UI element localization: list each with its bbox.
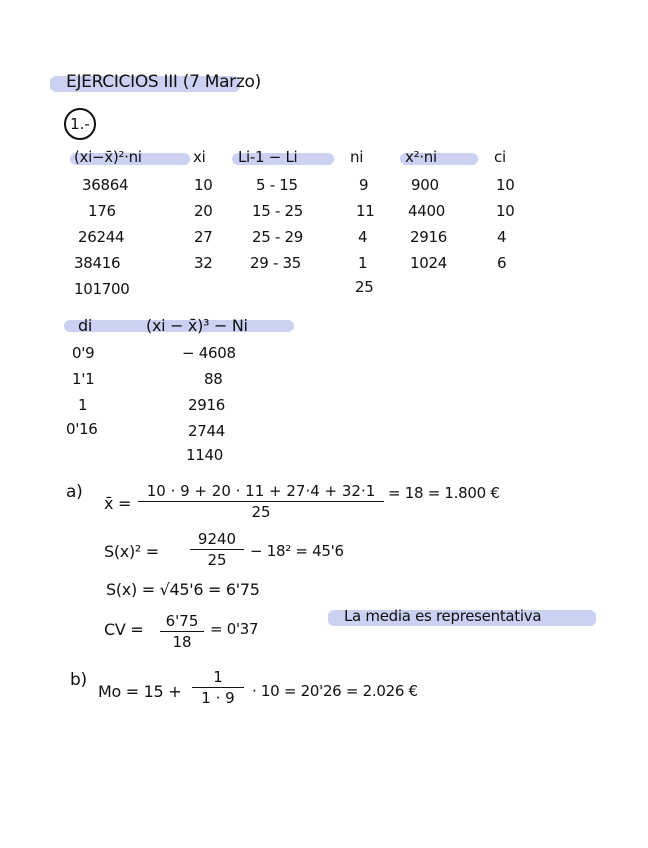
t2-header-di: di xyxy=(78,316,93,335)
t1-cell: 900 xyxy=(411,176,439,194)
t1-cell: 9 xyxy=(359,176,369,194)
variance-rest: − 18² = 45'6 xyxy=(250,542,344,560)
mode-denominator: 1 · 9 xyxy=(201,689,235,707)
t1-cell: 25 - 29 xyxy=(252,228,304,246)
t1-cell: 176 xyxy=(88,202,116,220)
t2-cell: 1 xyxy=(78,396,88,414)
t1-cell: 27 xyxy=(194,228,213,246)
t1-cell: 36864 xyxy=(82,176,129,194)
t1-cell: 4400 xyxy=(408,202,445,220)
t1-cell: 29 - 35 xyxy=(250,254,302,272)
exercise-number: 1.- xyxy=(64,108,96,140)
t2-cell: 1'1 xyxy=(72,370,95,388)
t2-cell: 2916 xyxy=(188,396,225,414)
mean-lhs: x̄ = xyxy=(104,494,132,513)
t2-cell: − 4608 xyxy=(182,344,236,362)
mode-fraction xyxy=(192,668,244,707)
t1-header-x2ni: x²·ni xyxy=(405,148,437,166)
page-title: EJERCICIOS III (7 Marzo) xyxy=(66,72,261,92)
variance-lhs: S(x)² = xyxy=(104,542,159,561)
t1-cell: 4 xyxy=(497,228,507,246)
t1-header-ni: ni xyxy=(350,148,364,166)
mean-result: = 18 = 1.800 € xyxy=(388,484,500,502)
t1-cell: 1 xyxy=(358,254,368,272)
mode-numerator: 1 xyxy=(192,668,244,688)
cv-fraction xyxy=(160,612,204,651)
t1-cell: 1024 xyxy=(410,254,447,272)
t1-total-sq-dev: 101700 xyxy=(74,280,130,298)
t1-cell: 10 xyxy=(496,176,515,194)
t1-cell: 10 xyxy=(496,202,515,220)
t1-cell: 32 xyxy=(194,254,213,272)
t1-cell: 20 xyxy=(194,202,213,220)
variance-fraction xyxy=(190,530,244,569)
std-dev-line: S(x) = √45'6 = 6'75 xyxy=(106,580,260,599)
t2-cell: 0'16 xyxy=(66,420,98,438)
t1-cell: 15 - 25 xyxy=(252,202,304,220)
mode-lhs: Mo = 15 + xyxy=(98,682,182,701)
t1-cell: 26244 xyxy=(78,228,125,246)
variance-numerator: 9240 xyxy=(190,530,244,550)
mode-result: · 10 = 20'26 = 2.026 € xyxy=(252,682,418,700)
variance-denominator: 25 xyxy=(207,551,227,569)
t2-cell: 2744 xyxy=(188,422,225,440)
t1-header-interval: Li-1 − Li xyxy=(238,148,298,166)
mean-numerator: 10 · 9 + 20 · 11 + 27·4 + 32·1 xyxy=(138,482,384,502)
t1-cell: 10 xyxy=(194,176,213,194)
mean-denominator: 25 xyxy=(251,503,271,521)
t1-cell: 6 xyxy=(497,254,507,272)
representativity-note: La media es representativa xyxy=(344,607,542,625)
cv-lhs: CV = xyxy=(104,620,144,639)
mean-fraction xyxy=(138,482,384,521)
t1-total-ni: 25 xyxy=(355,278,374,296)
t1-cell: 2916 xyxy=(410,228,447,246)
t1-cell: 11 xyxy=(356,202,375,220)
cv-numerator: 6'75 xyxy=(160,612,204,632)
t2-total: 1140 xyxy=(186,446,223,464)
t2-header-cube-dev: (xi − x̄)³ − Ni xyxy=(146,316,248,335)
part-a-label: a) xyxy=(66,482,83,502)
t2-cell: 0'9 xyxy=(72,344,95,362)
t1-cell: 5 - 15 xyxy=(256,176,298,194)
t1-cell: 4 xyxy=(358,228,368,246)
t2-cell: 88 xyxy=(204,370,223,388)
t1-header-ci: ci xyxy=(494,148,506,166)
t1-header-xi: xi xyxy=(193,148,206,166)
t1-header-sq-dev: (xi−x̄)²·ni xyxy=(74,148,142,166)
part-b-label: b) xyxy=(70,670,87,690)
cv-result: = 0'37 xyxy=(210,620,259,638)
t1-cell: 38416 xyxy=(74,254,121,272)
cv-denominator: 18 xyxy=(172,633,192,651)
